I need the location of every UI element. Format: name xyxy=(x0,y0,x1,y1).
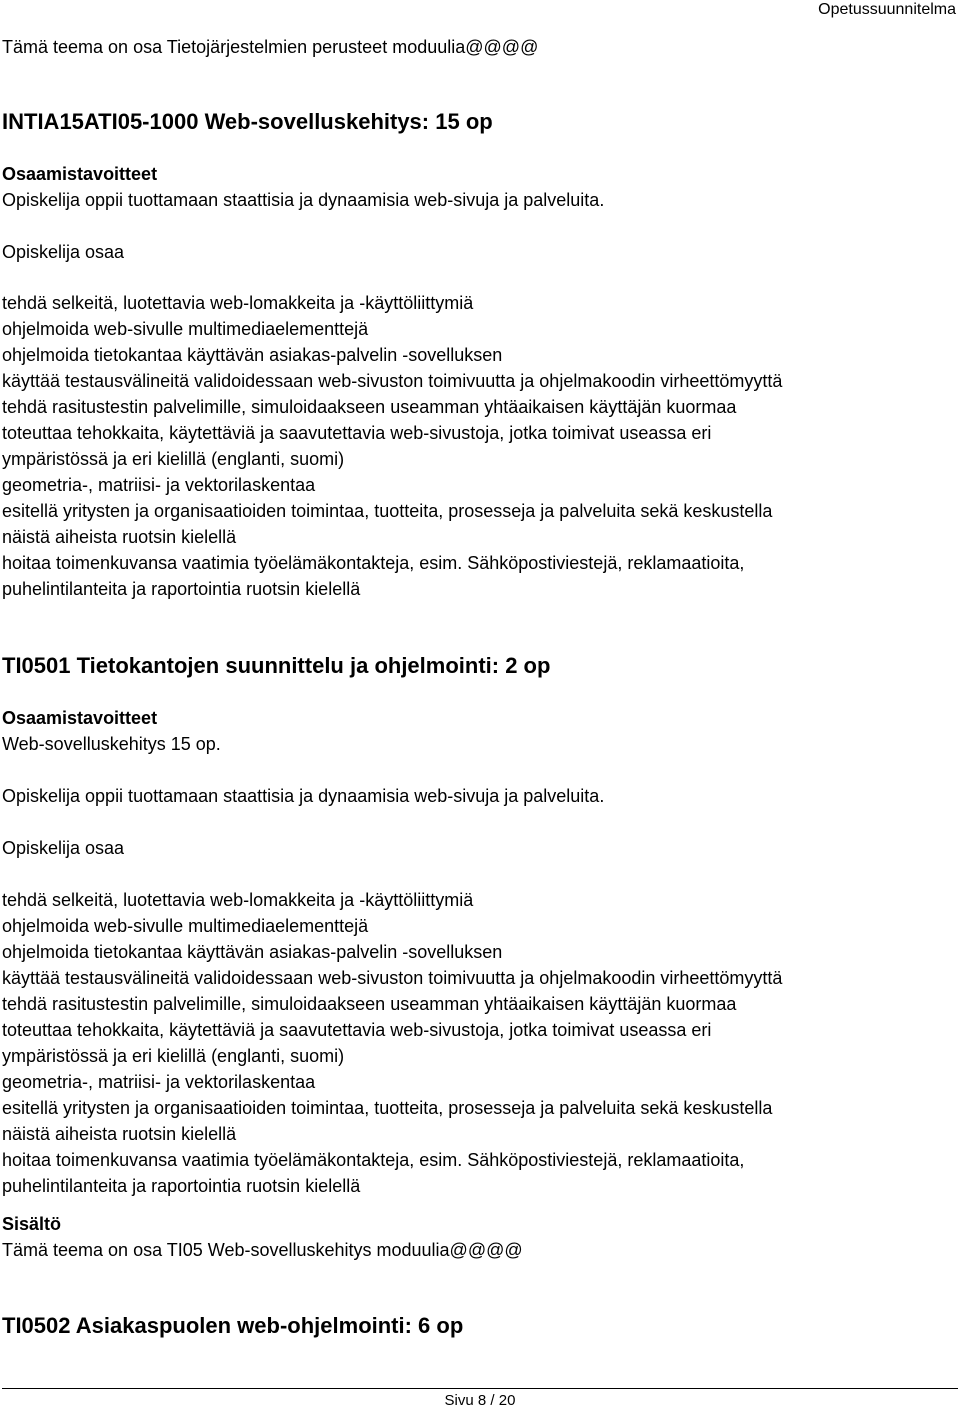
document-type-label: Opetussuunnitelma xyxy=(818,1,956,18)
module2-content-heading: Sisältö xyxy=(2,1214,62,1234)
module2-objectives-text: Web-sovelluskehitys 15 op. xyxy=(2,734,221,754)
list-item: hoitaa toimenkuvansa vaatimia työelämäkontakteja, esim. Sähköpostiviestejä, reklamaatioita, xyxy=(2,1150,745,1170)
list-item: näistä aiheista ruotsin kielellä xyxy=(2,1124,237,1144)
module1-objectives-text: Opiskelija oppii tuottamaan staattisia ja dynaamisia web-sivuja ja palveluita. xyxy=(2,190,605,210)
list-item: ohjelmoida web-sivulle multimediaelementtejä xyxy=(2,319,369,339)
list-item: hoitaa toimenkuvansa vaatimia työelämäkontakteja, esim. Sähköpostiviestejä, reklamaatioita, xyxy=(2,553,745,573)
module2-can-heading: Opiskelija osaa xyxy=(2,838,125,858)
list-item: esitellä yritysten ja organisaatioiden toimintaa, tuotteita, prosesseja ja palveluita sekä keskustella xyxy=(2,501,773,521)
list-item: tehdä rasitustestin palvelimille, simuloidaakseen useamman yhtäaikaisen käyttäjän kuormaa xyxy=(2,994,737,1014)
page-number: Sivu 8 / 20 xyxy=(444,1392,516,1409)
footer-divider xyxy=(2,1388,958,1389)
list-item: puhelintilanteita ja raportointia ruotsin kielellä xyxy=(2,579,361,599)
module1-objectives-heading: Osaamistavoitteet xyxy=(2,164,158,184)
module1-skills-list xyxy=(2,290,782,602)
list-item: tehdä rasitustestin palvelimille, simuloidaakseen useamman yhtäaikaisen käyttäjän kuormaa xyxy=(2,397,737,417)
list-item: ohjelmoida tietokantaa käyttävän asiakas-palvelin -sovelluksen xyxy=(2,345,503,365)
list-item: ympäristössä ja eri kielillä (englanti, suomi) xyxy=(2,449,345,469)
module3-title: TI0502 Asiakaspuolen web-ohjelmointi: 6 op xyxy=(2,1313,464,1338)
list-item: käyttää testausvälineitä validoidessaan web-sivuston toimivuutta ja ohjelmakoodin virheettömyyttä xyxy=(2,371,783,391)
list-item: tehdä selkeitä, luotettavia web-lomakkeita ja -käyttöliittymiä xyxy=(2,890,474,910)
list-item: toteuttaa tehokkaita, käytettäviä ja saavutettavia web-sivustoja, jotka toimivat useassa eri xyxy=(2,1020,712,1040)
module2-objectives-text-2: Opiskelija oppii tuottamaan staattisia ja dynaamisia web-sivuja ja palveluita. xyxy=(2,786,605,806)
module1-can-heading: Opiskelija osaa xyxy=(2,242,125,262)
list-item: näistä aiheista ruotsin kielellä xyxy=(2,527,237,547)
list-item: käyttää testausvälineitä validoidessaan web-sivuston toimivuutta ja ohjelmakoodin virheettömyyttä xyxy=(2,968,783,988)
intro-text: Tämä teema on osa Tietojärjestelmien perusteet moduulia@@@@ xyxy=(2,37,539,57)
module2-objectives-heading: Osaamistavoitteet xyxy=(2,708,158,728)
module1-title: INTIA15ATI05-1000 Web-sovelluskehitys: 15 op xyxy=(2,109,493,134)
list-item: ympäristössä ja eri kielillä (englanti, suomi) xyxy=(2,1046,345,1066)
module2-title: TI0501 Tietokantojen suunnittelu ja ohjelmointi: 2 op xyxy=(2,653,551,678)
list-item: geometria-, matriisi- ja vektorilaskentaa xyxy=(2,1072,316,1092)
list-item: ohjelmoida web-sivulle multimediaelementtejä xyxy=(2,916,369,936)
list-item: geometria-, matriisi- ja vektorilaskentaa xyxy=(2,475,316,495)
list-item: puhelintilanteita ja raportointia ruotsin kielellä xyxy=(2,1176,361,1196)
list-item: toteuttaa tehokkaita, käytettäviä ja saavutettavia web-sivustoja, jotka toimivat useassa eri xyxy=(2,423,712,443)
module2-skills-list xyxy=(2,887,782,1199)
list-item: ohjelmoida tietokantaa käyttävän asiakas-palvelin -sovelluksen xyxy=(2,942,503,962)
list-item: tehdä selkeitä, luotettavia web-lomakkeita ja -käyttöliittymiä xyxy=(2,293,474,313)
list-item: esitellä yritysten ja organisaatioiden toimintaa, tuotteita, prosesseja ja palveluita sekä keskustella xyxy=(2,1098,773,1118)
module2-content-text: Tämä teema on osa TI05 Web-sovelluskehitys moduulia@@@@ xyxy=(2,1240,523,1260)
